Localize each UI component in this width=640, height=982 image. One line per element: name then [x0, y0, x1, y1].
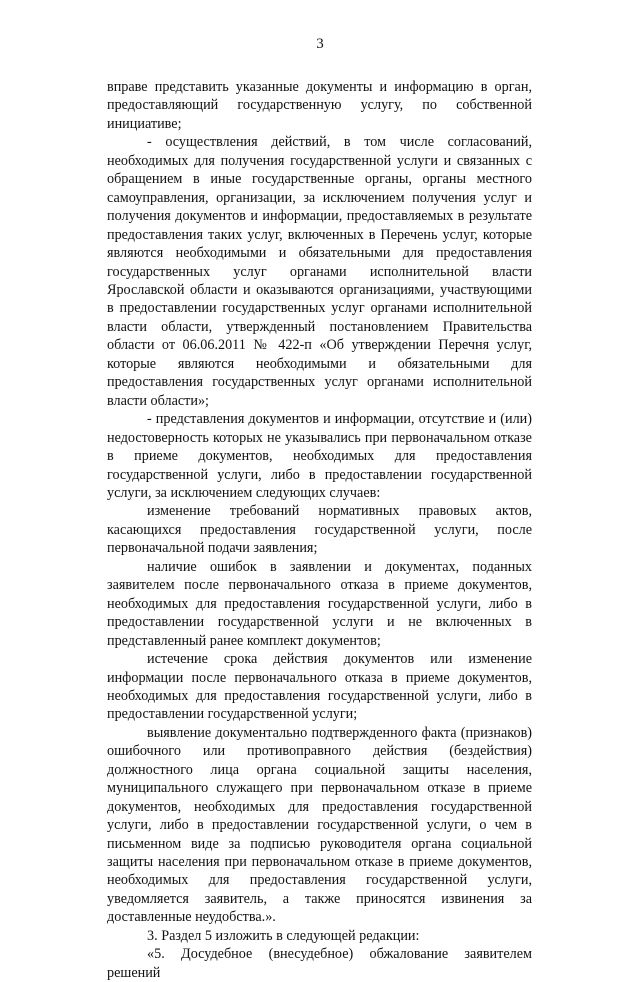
page-number: 3: [316, 36, 324, 52]
paragraph-7: выявление документально подтвержденного факта (признаков) ошибочного или противоправного действия (бездействия) должностного лица органа социальной защиты населения, муниципального служащего при первоначальном отказе в приеме документов, необходимых для предоставления государственной услуги, либо в предоставлении государственной услуги, о чем в письменном виде за подписью руководителя органа социальной защиты населения при первоначальном отказе в приеме документов, необходимых для предоставления государственной услуги, уведомляется заявитель, а также приносятся извинения за доставленные неудобства.».: [107, 724, 532, 926]
body-text: [107, 78, 532, 982]
paragraph-9: «5. Досудебное (внесудебное) обжалование заявителем решений: [107, 946, 532, 981]
paragraph-3: - представления документов и информации, отсутствие и (или) недостоверность которых не указывались при первоначальном отказе в приеме документов, необходимых для предоставления государственной услуги, либо в предоставлении государственной услуги, за исключением следующих случаев:: [107, 411, 532, 501]
paragraph-8: 3. Раздел 5 изложить в следующей редакции:: [147, 927, 420, 944]
paragraph-1: вправе представить указанные документы и информацию в орган, предоставляющий государственную услугу, по собственной инициативе;: [107, 79, 532, 132]
paragraph-4: изменение требований нормативных правовых актов, касающихся предоставления государственной услуги, после первоначальной подачи заявления;: [107, 503, 532, 557]
paragraph-6: истечение срока действия документов или изменение информации после первоначального отказа в приеме документов, необходимых для предоставления государственной услуги, либо в предоставлении государственной услуги;: [107, 651, 532, 723]
paragraph-5: наличие ошибок в заявлении и документах, поданных заявителем после первоначального отказа в приеме документов, необходимых для предоставления государственной услуги, либо в предоставлении государственной услуги и не включенных в представленный ранее комплект документов;: [107, 558, 532, 649]
paragraph-2: - осуществления действий, в том числе согласований, необходимых для получения государственной услуги и связанных с обращением в иные государственные органы, органы местного самоуправления, организации, за исключением получения услуг и получения документов и информации, предоставляемых в результате предоставления таких услуг, включенных в Перечень услуг, которые являются необходимыми и обязательными для предоставления государственных услуг органами исполнительной власти Ярославской области и оказываются организациями, участвующими в предоставлении государственных услуг органами исполнительной власти области, утвержденный постановлением Правительства области от 06.06.2011 № 422-п «Об утверждении Перечня услуг, которые являются необходимыми и обязательными для предоставления государственных услуг органами исполнительной власти области»;: [107, 134, 532, 409]
